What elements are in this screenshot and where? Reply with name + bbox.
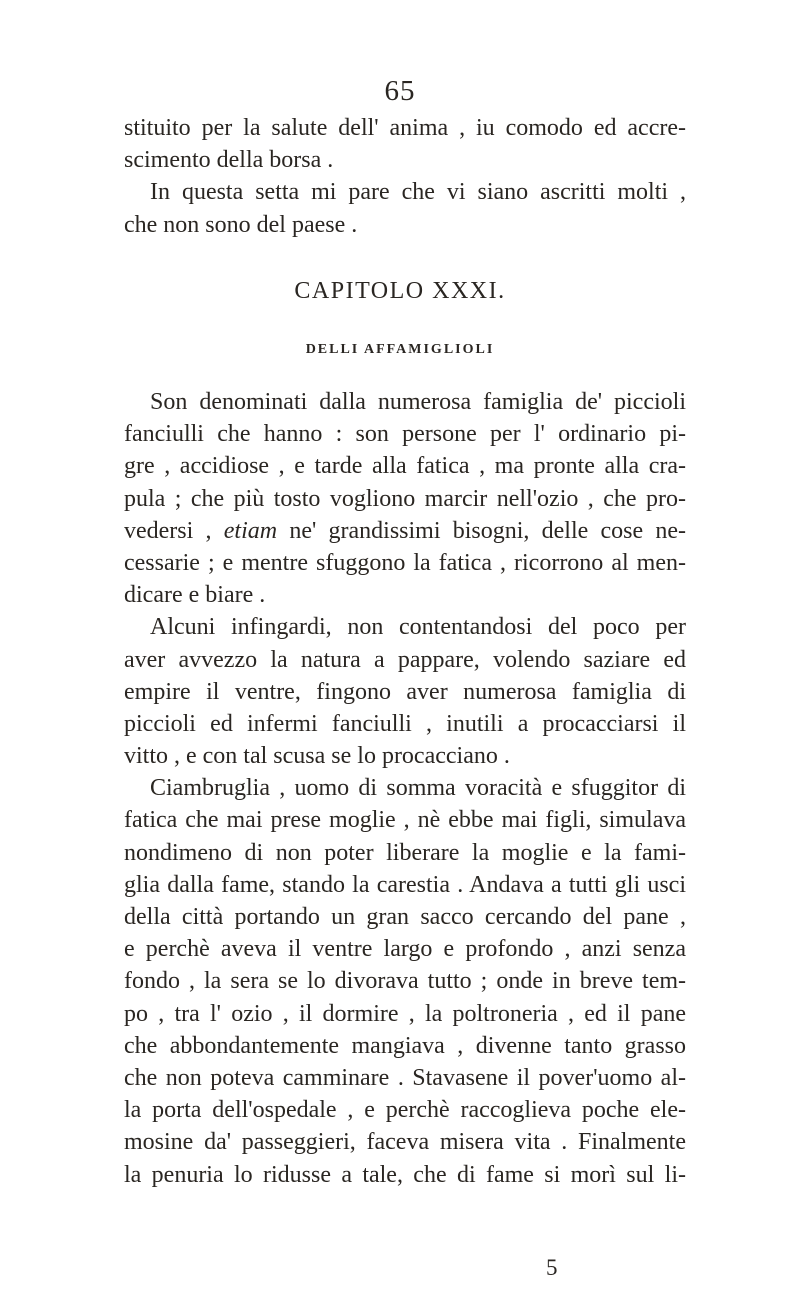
text-line-rest: ne' grandissimi bisogni, delle cose ne- [289, 517, 687, 544]
text-line: della città portando un gran sacco cercando del pane , [124, 904, 686, 930]
text-line: nondimeno di non poter liberare la moglie e la fami- [124, 839, 686, 866]
text-line: pula ; che più tosto vogliono marcir nell'ozio , che pro- [124, 485, 686, 512]
text-line: e perchè aveva il ventre largo e profondo , anzi senza [124, 936, 686, 963]
text-line [124, 515, 686, 547]
text-line: vitto , e con tal scusa se lo procacciano . [124, 743, 510, 770]
text-line: fondo , la sera se lo divorava tutto ; onde in breve tem- [124, 968, 686, 995]
text-line-prefix: vedersi , [124, 517, 224, 544]
text-line: stituito per la salute dell' anima , iu comodo ed accre- [124, 115, 686, 141]
text-line: piccioli ed infermi fanciulli , inutili a procacciarsi il [124, 710, 686, 737]
chapter-title: CAPITOLO XXXI. [294, 278, 506, 304]
text-line: che abbondantemente mangiava , divenne tanto grasso [124, 1032, 686, 1059]
text-line: glia dalla fame, stando la carestia . Andava a tutti gli usci [124, 871, 686, 898]
text-line: aver avvezzo la natura a pappare, volendo saziare ed [124, 646, 686, 673]
chapter-body-text [124, 386, 686, 1191]
text-line: la penuria lo ridusse a tale, che di fame si morì sul li- [124, 1161, 686, 1188]
text-line: Son denominati dalla numerosa famiglia de' piccioli [150, 389, 686, 415]
text-line: che non sono del paese . [124, 211, 358, 238]
text-line: po , tra l' ozio , il dormire , la poltroneria , ed il pane [124, 1000, 686, 1027]
chapter-subtitle: DELLI AFFAMIGLIOLI [305, 342, 495, 357]
text-line: gre , accidiose , e tarde alla fatica , ma pronte alla cra- [124, 453, 686, 480]
text-line: fanciulli che hanno : son persone per l' ordinario pi- [124, 421, 686, 448]
text-line: dicare e biare . [124, 582, 266, 609]
text-line: cessarie ; e mentre sfuggono la fatica , ricorrono al men- [124, 549, 686, 576]
signature-mark: 5 [546, 1255, 558, 1280]
page-number: 65 [384, 75, 416, 107]
text-line: Alcuni infingardi, non contentandosi del poco per [150, 614, 686, 641]
text-line: Ciambruglia , uomo di somma voracità e sfuggitor di [150, 775, 686, 802]
text-line: empire il ventre, fingono aver numerosa famiglia di [124, 678, 686, 705]
text-line: mosine da' passeggieri, faceva misera vita . Finalmente [124, 1129, 686, 1156]
text-line: la porta dell'ospedale , e perchè raccoglieva poche ele- [124, 1097, 686, 1124]
text-line: scimento della borsa . [124, 147, 334, 174]
text-line: fatica che mai prese moglie , nè ebbe mai figli, simulava [124, 807, 686, 834]
text-line: che non poteva camminare . Stavasene il pover'uomo al- [124, 1064, 686, 1091]
previous-section-text [124, 112, 686, 241]
text-line: In questa setta mi pare che vi siano ascritti molti , [150, 179, 686, 206]
italic-word: etiam [223, 517, 278, 544]
